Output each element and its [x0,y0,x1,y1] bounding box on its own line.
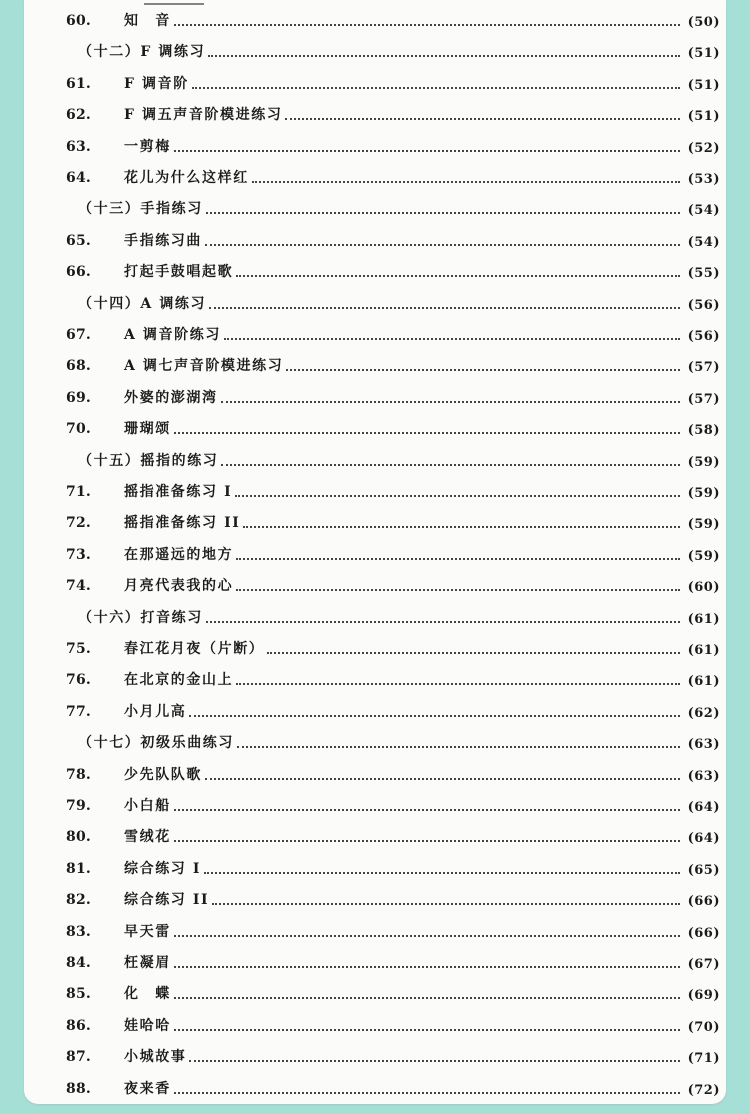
dot-leader [208,55,679,57]
section-title: （十二）F 调练习 [78,44,206,61]
dot-leader [174,997,680,999]
entry-title: 夜来香 [124,1080,171,1097]
dot-leader [174,935,680,937]
section-title: （十七）初级乐曲练习 [78,735,234,752]
dot-leader [205,778,680,780]
entry-number: 78. [66,766,91,783]
dot-leader [236,275,679,277]
dot-leader [206,212,680,214]
page-number: (59) [687,486,720,501]
toc-entry[interactable] [24,983,726,1005]
dot-leader [174,24,680,26]
page-number: (51) [687,46,720,62]
section-title: （十三）手指练习 [78,201,203,218]
section-title: （十四）A 调练习 [78,295,207,312]
page-number: (57) [687,360,720,376]
page-number: (66) [687,894,720,910]
entry-title: 手指练习曲 [124,232,202,249]
entry-title: 珊瑚颂 [124,421,171,438]
page-number: (64) [687,800,720,815]
entry-number: 67. [66,327,91,343]
toc-entry[interactable] [24,952,726,974]
entry-title: F 调音阶 [124,75,189,92]
page-number: (50) [687,15,720,30]
toc-entry[interactable] [24,858,726,880]
entry-number: 77. [66,703,91,720]
entry-title: 少先队队歌 [124,766,202,783]
entry-number: 66. [66,264,91,281]
toc-entry[interactable] [24,230,726,252]
page-number: (66) [687,925,720,941]
dot-leader [267,652,679,654]
toc-entry[interactable] [24,73,726,95]
toc-entry[interactable] [24,669,726,691]
entry-title: 小城故事 [124,1049,187,1066]
entry-title: A 调音阶练习 [124,327,221,343]
entry-title: A 调七声音阶模进练习 [124,358,284,375]
page-number: (61) [687,611,720,627]
dot-leader [192,87,680,89]
section-title: （十六）打音练习 [78,609,203,626]
entry-title: 娃哈哈 [124,1017,171,1034]
toc-entry[interactable] [24,1015,726,1037]
page-number: (58) [687,423,720,439]
toc-entry[interactable] [24,387,726,409]
dot-leader [236,683,679,685]
toc-section-heading[interactable] [24,41,726,63]
entry-title: 春江花月夜（片断） [124,641,265,657]
entry-title: 知 音 [124,13,171,29]
toc-section-heading[interactable] [24,732,726,754]
page-number: (61) [687,643,720,658]
toc-entry[interactable] [24,826,726,848]
toc-entry[interactable] [24,10,726,32]
page-number: (64) [687,831,720,847]
page-number: (65) [687,862,720,878]
entry-number: 60. [66,13,91,29]
toc-entry[interactable] [24,261,726,283]
toc-entry[interactable] [24,104,726,126]
toc-entry[interactable] [24,355,726,377]
toc-entry[interactable] [24,418,726,440]
toc-entry[interactable] [24,701,726,723]
entry-number: 79. [66,798,91,814]
toc-entry[interactable] [24,324,726,346]
entry-number: 87. [66,1049,91,1066]
cut-off-line-fragment [144,0,204,5]
dot-leader [236,589,679,591]
page-number: (54) [687,234,720,250]
dot-leader [174,150,680,152]
entry-title: F 调五声音阶模进练习 [124,107,283,124]
toc-section-heading[interactable] [24,450,726,472]
entry-title: 月亮代表我的心 [124,578,234,595]
dot-leader [236,558,679,560]
dot-leader [212,903,679,905]
entry-number: 83. [66,923,91,940]
page-number: (59) [687,517,720,533]
dot-leader [174,432,680,434]
entry-number: 75. [66,641,91,657]
entry-title: 化 蝶 [124,986,171,1003]
entry-title: 外婆的澎湖湾 [124,389,218,406]
entry-number: 85. [66,986,91,1003]
entry-title: 打起手鼓唱起歌 [124,264,234,281]
page-number: (53) [687,172,720,187]
dot-leader [237,746,680,748]
toc-entry[interactable] [24,544,726,566]
entry-title: 在北京的金山上 [124,672,234,689]
section-title: （十五）摇指的练习 [78,452,219,469]
toc-entry[interactable] [24,921,726,943]
page-number: (67) [687,957,720,972]
toc-page [24,0,726,1104]
entry-title: 小白船 [124,798,171,814]
entry-number: 65. [66,232,91,249]
entry-number: 72. [66,515,91,532]
page-number: (56) [687,297,720,313]
entry-title: 摇指准备练习 I [124,484,233,500]
page-number: (71) [687,1051,720,1067]
dot-leader [174,840,680,842]
page-number: (57) [687,391,720,407]
toc-entry[interactable] [24,764,726,786]
entry-title: 综合练习 II [124,892,210,909]
entry-title: 摇指准备练习 II [124,515,241,532]
dot-leader [286,369,679,371]
toc-section-heading[interactable] [24,607,726,629]
toc-entry[interactable] [24,136,726,158]
dot-leader [252,181,680,183]
page-number: (72) [687,1082,720,1098]
entry-number: 84. [66,955,91,971]
toc-section-heading[interactable] [24,198,726,220]
entry-title: 综合练习 I [124,860,202,877]
page-number: (54) [687,203,720,219]
entry-number: 82. [66,892,91,909]
toc-entry[interactable] [24,1046,726,1068]
toc-entry[interactable] [24,575,726,597]
toc-entry[interactable] [24,481,726,503]
toc-entry[interactable] [24,167,726,189]
dot-leader [235,495,679,497]
toc-entry[interactable] [24,1078,726,1100]
page-number: (70) [687,1019,720,1035]
page-number: (61) [687,674,720,690]
page-number: (59) [687,548,720,564]
dot-leader [174,809,680,811]
entry-number: 69. [66,389,91,406]
entry-number: 68. [66,358,91,375]
entry-number: 80. [66,829,91,846]
entry-title: 花儿为什么这样红 [124,170,249,186]
entry-number: 76. [66,672,91,689]
dot-leader [189,715,679,717]
entry-number: 73. [66,546,91,563]
page-number: (69) [687,988,720,1004]
page-number: (51) [687,77,720,93]
entry-number: 62. [66,107,91,124]
entry-number: 70. [66,421,91,438]
entry-title: 枉凝眉 [124,955,171,971]
toc-entry[interactable] [24,795,726,817]
entry-number: 64. [66,170,91,186]
page-number: (63) [687,768,720,784]
page-number: (52) [687,140,720,156]
entry-title: 雪绒花 [124,829,171,846]
entry-number: 71. [66,484,91,500]
page-number: (55) [687,266,720,282]
dot-leader [209,307,679,309]
dot-leader [205,244,680,246]
dot-leader [206,621,680,623]
dot-leader [224,338,680,340]
dot-leader [285,118,679,120]
entry-number: 88. [66,1080,91,1097]
entry-title: 小月儿高 [124,703,187,720]
entry-title: 早天雷 [124,923,171,940]
page-number: (60) [687,580,720,596]
toc-entry[interactable] [24,512,726,534]
page-number: (56) [687,329,720,344]
dot-leader [174,966,680,968]
entry-number: 61. [66,75,91,92]
entry-number: 86. [66,1017,91,1034]
dot-leader [174,1092,680,1094]
entry-number: 74. [66,578,91,595]
entry-number: 81. [66,860,91,877]
dot-leader [243,526,679,528]
dot-leader [221,401,680,403]
dot-leader [221,464,679,466]
page-number: (62) [687,705,720,721]
dot-leader [189,1060,679,1062]
page-number: (63) [687,737,720,753]
page-number: (59) [687,454,720,470]
entry-number: 63. [66,138,91,155]
toc-entry[interactable] [24,638,726,660]
toc-entry[interactable] [24,889,726,911]
dot-leader [204,872,680,874]
page-number: (51) [687,109,720,125]
entry-title: 在那遥远的地方 [124,546,234,563]
dot-leader [174,1029,680,1031]
toc-section-heading[interactable] [24,293,726,315]
entry-title: 一剪梅 [124,138,171,155]
